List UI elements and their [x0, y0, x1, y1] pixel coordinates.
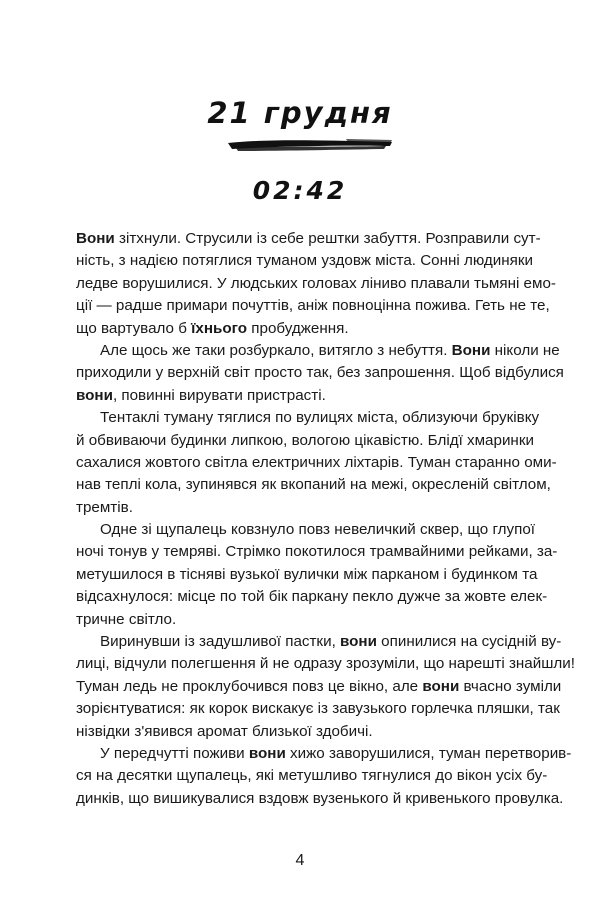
- text-run: зорієнтуватися: як корок вискакує із завузького горлечка пляшки, так: [76, 700, 560, 718]
- text-run: ніколи не: [490, 341, 560, 359]
- page-number: 4: [295, 852, 305, 869]
- text-run: опинилися на сусідній ву-: [376, 633, 562, 651]
- bold-text: Вони: [76, 230, 115, 247]
- bold-text: Вони: [451, 341, 491, 359]
- text-line: [76, 743, 572, 765]
- text-run: пробудження.: [247, 319, 349, 337]
- text-run: тремтів.: [76, 498, 133, 516]
- bold-text: вони: [248, 744, 286, 762]
- text-line: [76, 788, 564, 810]
- text-run: й обвиваючи будинки липкою, вологою цікавістю. Блідї хмаринки: [76, 431, 534, 449]
- text-run: Тентаклі туману тяглися по вулицях міста, облизуючи бруківку: [100, 409, 540, 427]
- text-run: вчасно зуміли: [459, 677, 562, 695]
- text-run: Виринувши із задушливої пастки,: [100, 633, 341, 651]
- text-run: Туман ледь не проклубочився повз це вікно, але: [76, 677, 423, 695]
- text-line: [76, 318, 528, 340]
- text-line: [76, 609, 528, 631]
- text-run: нізвідки з'явився аромат близької здобичі.: [76, 722, 373, 740]
- text-run: ся на десятки щупалець, які метушливо тягнулися до вікон усіх бу-: [76, 767, 548, 785]
- text-run: метушилося в тісняві вузької вулички між парканом і будинком та: [76, 565, 538, 583]
- text-run: ледве ворушилися. У людських головах ліниво плавали тьмяні емо-: [76, 274, 556, 292]
- chapter-title: 21 грудня: [207, 96, 393, 130]
- text-line: [76, 519, 536, 541]
- text-run: що вартувало б: [76, 319, 192, 337]
- text-run: сахалися жовтого світла електричних ліхтарів. Туман старанно оми-: [76, 453, 557, 471]
- text-line: [76, 362, 564, 384]
- text-run: хижо заворушилися, туман перетворив-: [285, 744, 572, 762]
- chapter-time: 02:42: [252, 176, 348, 205]
- text-line: [76, 474, 551, 496]
- text-run: приходили у верхній світ просто так, без запрошення. Щоб відбулися: [76, 364, 564, 382]
- text-line: [76, 586, 548, 608]
- text-run: зітхнули. Струсили із себе рештки забуття. Розправили сут-: [114, 230, 541, 247]
- text-line: [76, 721, 528, 743]
- text-line: [76, 407, 540, 429]
- text-run: динків, що вишикувалися вздовж вузенького й кривенького провулка.: [76, 789, 564, 807]
- text-run: Але щось же таки розбуркало, витягло з небуття.: [100, 341, 452, 359]
- text-line: [76, 765, 548, 787]
- text-line: [76, 497, 528, 519]
- text-line: [76, 340, 560, 362]
- text-run: відсахнулося: місце по той бік паркану пекло дужче за жовте елек-: [76, 588, 548, 606]
- text-line: [76, 676, 562, 698]
- text-line: [76, 564, 538, 586]
- bold-text: вони: [422, 677, 460, 695]
- text-line: [76, 385, 528, 407]
- text-run: лиці, відчули полегшення й не одразу зрозуміли, що нарешті знайшли!: [76, 655, 575, 673]
- text-run: У передчутті поживи: [100, 744, 249, 762]
- brush-underline-decoration: [226, 136, 394, 154]
- bold-text: вони: [76, 386, 113, 404]
- text-run: ність, з надією потяглися туманом уздовж міста. Сонні людиняки: [76, 252, 533, 270]
- text-line: [76, 541, 558, 563]
- text-line: [76, 631, 562, 653]
- text-line: [76, 250, 533, 272]
- text-run: тричне світло.: [76, 610, 177, 628]
- text-line: [76, 452, 557, 474]
- text-line: [76, 295, 550, 317]
- text-line: [76, 430, 534, 452]
- text-line: [76, 273, 556, 295]
- text-line: [76, 653, 575, 675]
- bold-text: їхнього: [191, 319, 248, 337]
- text-run: ночі тонув у темряві. Стрімко покотилося трамвайними рейками, за-: [76, 543, 558, 561]
- text-run: Одне зі щупалець ковзнуло повз невеличкий сквер, що глупої: [100, 521, 536, 539]
- text-line: [76, 228, 541, 250]
- text-run: ції — радше примари почуттів, аніж повноцінна пожива. Геть не те,: [76, 297, 550, 315]
- body-text: [76, 228, 575, 810]
- text-run: нав теплі кола, зупинявся як вкопаний на межі, окресленій світлом,: [76, 476, 551, 494]
- text-run: , повинні вирувати пристрасті.: [112, 386, 326, 404]
- text-line: [76, 698, 560, 720]
- bold-text: вони: [340, 633, 377, 651]
